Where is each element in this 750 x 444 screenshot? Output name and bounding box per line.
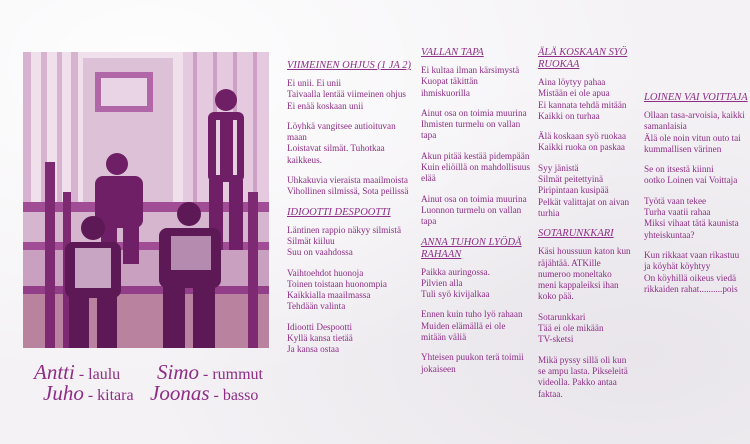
lyric-line: ihmiskuorilla: [421, 87, 470, 98]
lyric-line: Piripintaan kusipää: [538, 185, 609, 196]
lyric-line: Yhteisen puukon terä toimii: [421, 352, 524, 363]
lyric-line: Ainut osa on toimia muurina: [421, 107, 527, 118]
member-name: Antti: [34, 360, 75, 384]
song-title: LOINEN VAI VOITTAJA: [644, 92, 748, 103]
lyric-line: Kuin eliöillä on mahdollisuus: [421, 162, 530, 173]
lyric-line: jokaiseen: [421, 363, 456, 374]
lyric-line: Sotarunkkari: [538, 311, 586, 322]
lyric-line: Kaikki on turhaa: [538, 110, 600, 121]
member-role: laulu: [88, 366, 121, 383]
lyric-stanza: [287, 225, 415, 259]
lyric-line: Ei kannata tehdä mitään: [538, 99, 627, 110]
lyric-line: Kuopat täkittän: [421, 76, 478, 87]
lyric-line: Taivaalla lentää viimeinen ohjus: [287, 89, 407, 100]
lyric-line: Paikka auringossa.: [421, 266, 490, 277]
lyric-line: On köyhillä oikeus viedä: [644, 272, 737, 283]
song-title: IDIOOTTI DESPOOTTI: [287, 206, 391, 218]
lyric-line: koko pää.: [538, 291, 574, 302]
lyric-line: se ampu lasta. Pikseleitä: [538, 365, 628, 376]
song-title: VIIMEINEN OHJUS (1 JA 2): [287, 60, 412, 71]
lyric-line: Mikä pyssy sillä oli kun: [538, 354, 627, 365]
member-name: Joonas: [150, 381, 210, 405]
lyric-line: Pilvien alla: [421, 277, 463, 288]
lyric-stanza: [644, 110, 748, 155]
lyric-line: Luonnon turmelu on vallan: [421, 204, 522, 215]
band-photo-image: [23, 52, 269, 348]
song: [538, 47, 638, 219]
lyric-line: Ei unii. Ei unii: [287, 78, 342, 88]
lyric-stanza: [644, 250, 748, 295]
lyric-line: Läntinen rappio näkyy silmistä: [287, 224, 402, 235]
song-title: SOTARUNKKARI: [538, 228, 614, 240]
lyrics-column-4: [644, 92, 748, 304]
song: [421, 47, 533, 228]
lyric-stanza: [538, 77, 638, 122]
lyric-line: Vihollinen silmissä, Sota peilissä: [287, 186, 409, 197]
lyric-line: Akun pitää kestää pidempään: [421, 150, 530, 161]
lyric-line: Kaikki ruoka on paskaa: [538, 142, 625, 153]
lyric-line: Toinen toistaan huonompia: [287, 278, 387, 289]
lyric-stanza: [287, 121, 415, 166]
lyric-line: Löyhkä vangitsee autioituvan: [287, 120, 396, 131]
lyric-line: Ei enää koskaan unii: [287, 100, 364, 111]
lyrics-column-1: [287, 60, 415, 365]
song: [644, 92, 748, 295]
lyric-stanza: [287, 175, 415, 198]
lyric-stanza: [421, 65, 533, 99]
lyric-line: samanlaisia: [644, 121, 687, 132]
lyric-line: faktaa.: [538, 388, 563, 399]
lyric-stanza: [538, 163, 638, 219]
lyric-line: Suu on vaahdossa: [287, 247, 353, 258]
lyric-line: Tehdään valinta: [287, 301, 346, 312]
lyric-line: Käsi houssuun katon kun: [538, 246, 631, 257]
lyric-line: rikkaiden rahat..........pois: [644, 283, 738, 294]
lyric-stanza: [421, 151, 533, 185]
lyric-line: Ainut osa on toimia muurina: [421, 193, 527, 204]
song-title: VALLAN TAPA: [421, 47, 484, 58]
member-caption-joonas: Joonas - basso: [150, 381, 259, 405]
lyrics-column-2: [421, 47, 533, 384]
song: [287, 207, 415, 356]
lyric-line: mitään väliä: [421, 332, 467, 343]
member-role: kitara: [97, 387, 134, 404]
lyric-line: numeroo moneltako: [538, 268, 612, 279]
song: [538, 228, 638, 400]
lyric-line: Pelkät valittajat on aivan: [538, 196, 630, 207]
lyric-line: Silmät peitettyinä: [538, 174, 604, 185]
lyric-line: Turha vaatii rahaa: [644, 207, 711, 218]
lyric-line: Syy jänistä: [538, 162, 579, 173]
lyric-line: ja köyhät köyhtyy: [644, 261, 711, 272]
member-role: basso: [222, 387, 259, 404]
lyric-stanza: [538, 131, 638, 154]
lyric-stanza: [421, 267, 533, 301]
member-caption-juho: Juho - kitara: [43, 381, 134, 405]
lyric-line: Ja kansa ostaa: [287, 344, 340, 355]
member-name: Juho: [43, 381, 84, 405]
lyric-line: Mistään ei ole apua: [538, 88, 610, 99]
member-caption-simo: Simo - rummut: [157, 360, 263, 384]
lyric-line: Tuli syö kivijalkaa: [421, 289, 490, 300]
lyric-line: videolla. Pakko antaa: [538, 377, 617, 388]
lyric-line: Älä koskaan syö ruokaa: [538, 131, 627, 142]
lyric-line: Aina löytyy pahaa: [538, 77, 606, 87]
song-title: ÄLÄ KOSKAAN SYÖ RUOKAA: [538, 47, 628, 70]
lyric-line: tapa: [421, 130, 437, 141]
lyric-line: Silmät kiiluu: [287, 235, 335, 246]
lyric-stanza: [421, 108, 533, 142]
lyric-line: tapa: [421, 216, 437, 227]
lyric-line: meni kappaleiksi ihan: [538, 280, 619, 291]
lyric-line: Se on itsestä kiinni: [644, 164, 714, 175]
member-role: rummut: [212, 366, 263, 383]
lyric-stanza: [421, 194, 533, 228]
lyric-line: Kaikkialla maailmassa: [287, 290, 371, 301]
lyric-line: räjähtää. ATKille: [538, 257, 601, 268]
lyric-stanza: [421, 309, 533, 343]
lyric-stanza: [538, 246, 638, 302]
lyric-line: Miksi vihaat tätä kaunista: [644, 218, 739, 229]
lyric-line: Ei kultaa ilman kärsimystä: [421, 65, 520, 75]
lyric-line: TV-sketsi: [538, 334, 574, 345]
lyric-stanza: [538, 312, 638, 346]
lyric-line: maan: [287, 132, 307, 143]
lyric-line: Kyllä kansa tietää: [287, 333, 353, 344]
song: [421, 237, 533, 375]
band-photo: [23, 52, 269, 348]
song-title: ANNA TUHON LYÖDÄ RAHAAN: [421, 236, 522, 260]
lyric-line: elää: [421, 173, 436, 184]
lyric-stanza: [644, 164, 748, 187]
lyric-stanza: [287, 78, 415, 112]
lyric-line: Uhkakuvia vieraista maailmoista: [287, 175, 408, 186]
lyric-line: Muiden elämällä ei ole: [421, 320, 506, 331]
lyric-line: kaikkeus.: [287, 154, 322, 165]
lyrics-column-3: [538, 47, 638, 409]
lyric-line: yhteiskuntaa?: [644, 229, 695, 240]
lyric-line: Ennen kuin tuho lyö rahaan: [421, 309, 523, 320]
lyric-line: ootko Loinen vai Voittaja: [644, 175, 738, 186]
lyric-line: kummallisen värinen: [644, 143, 722, 154]
lyric-stanza: [287, 322, 415, 356]
lyric-line: Vaihtoehdot huonoja: [287, 267, 364, 278]
member-name: Simo: [157, 360, 199, 384]
lyric-line: Ollaan tasa-arvoisia, kaikki: [644, 110, 745, 120]
member-caption-antti: Antti - laulu: [34, 360, 121, 384]
lyric-line: Idiootti Despootti: [287, 321, 353, 332]
lyric-line: Kun rikkaat vaan rikastuu: [644, 249, 740, 260]
lyric-line: turhia: [538, 207, 560, 218]
lyric-line: Loistavat silmät. Tuhotkaa: [287, 143, 385, 154]
lyric-stanza: [421, 352, 533, 375]
lyric-line: Tää ei ole mikään: [538, 323, 604, 334]
lyric-line: Älä ole noin vitun outo tai: [644, 132, 741, 143]
song: [287, 60, 415, 198]
lyric-stanza: [287, 268, 415, 313]
lyric-line: Työtä vaan tekee: [644, 195, 707, 206]
lyric-stanza: [538, 355, 638, 400]
lyric-line: Ihmisten turmelu on vallan: [421, 119, 521, 130]
lyric-stanza: [644, 196, 748, 241]
